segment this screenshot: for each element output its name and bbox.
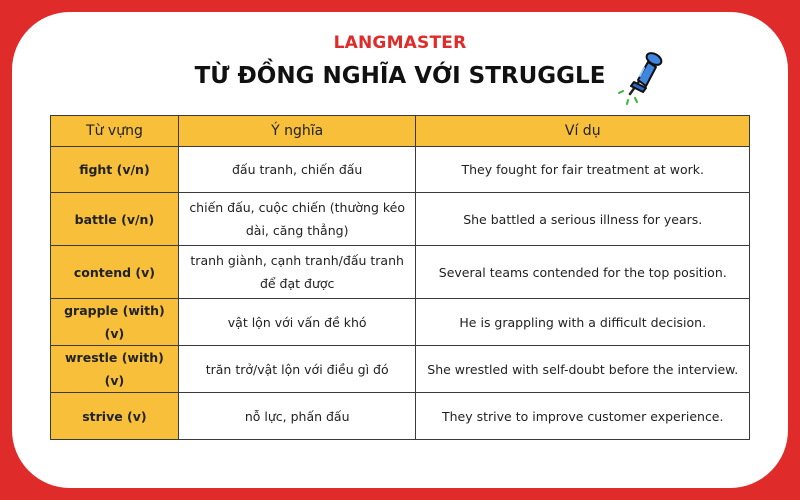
synonyms-table [50,115,750,440]
word-cell: contend (v) [51,246,179,299]
page-title: TỪ ĐỒNG NGHĨA VỚI STRUGGLE [194,63,606,89]
table-header-row [51,116,750,147]
word-cell: strive (v) [51,393,179,440]
meaning-cell: chiến đấu, cuộc chiến (thường kéo dài, căng thẳng) [178,193,416,246]
example-cell: She battled a serious illness for years. [416,193,750,246]
brand-logo: LANGMASTER [333,33,467,53]
table-row [51,393,750,440]
word-cell: wrestle (with) (v) [51,346,179,393]
column-header-example: Ví dụ [416,116,750,147]
example-cell: He is grappling with a difficult decision. [416,299,750,346]
table-row [51,299,750,346]
meaning-cell: vật lộn với vấn đề khó [178,299,416,346]
meaning-cell: đấu tranh, chiến đấu [178,147,416,193]
table-row [51,193,750,246]
example-cell: They fought for fair treatment at work. [416,147,750,193]
example-cell: Several teams contended for the top position. [416,246,750,299]
meaning-cell: nỗ lực, phấn đấu [178,393,416,440]
column-header-meaning: Ý nghĩa [178,116,416,147]
table-row [51,147,750,193]
example-cell: They strive to improve customer experience. [416,393,750,440]
column-header-word: Từ vựng [51,116,179,147]
table-row [51,346,750,393]
pushpin-icon [616,44,666,106]
word-cell: grapple (with) (v) [51,299,179,346]
word-cell: fight (v/n) [51,147,179,193]
table-row [51,246,750,299]
example-cell: She wrestled with self-doubt before the interview. [416,346,750,393]
meaning-cell: trăn trở/vật lộn với điều gì đó [178,346,416,393]
word-cell: battle (v/n) [51,193,179,246]
meaning-cell: tranh giành, cạnh tranh/đấu tranh để đạt được [178,246,416,299]
